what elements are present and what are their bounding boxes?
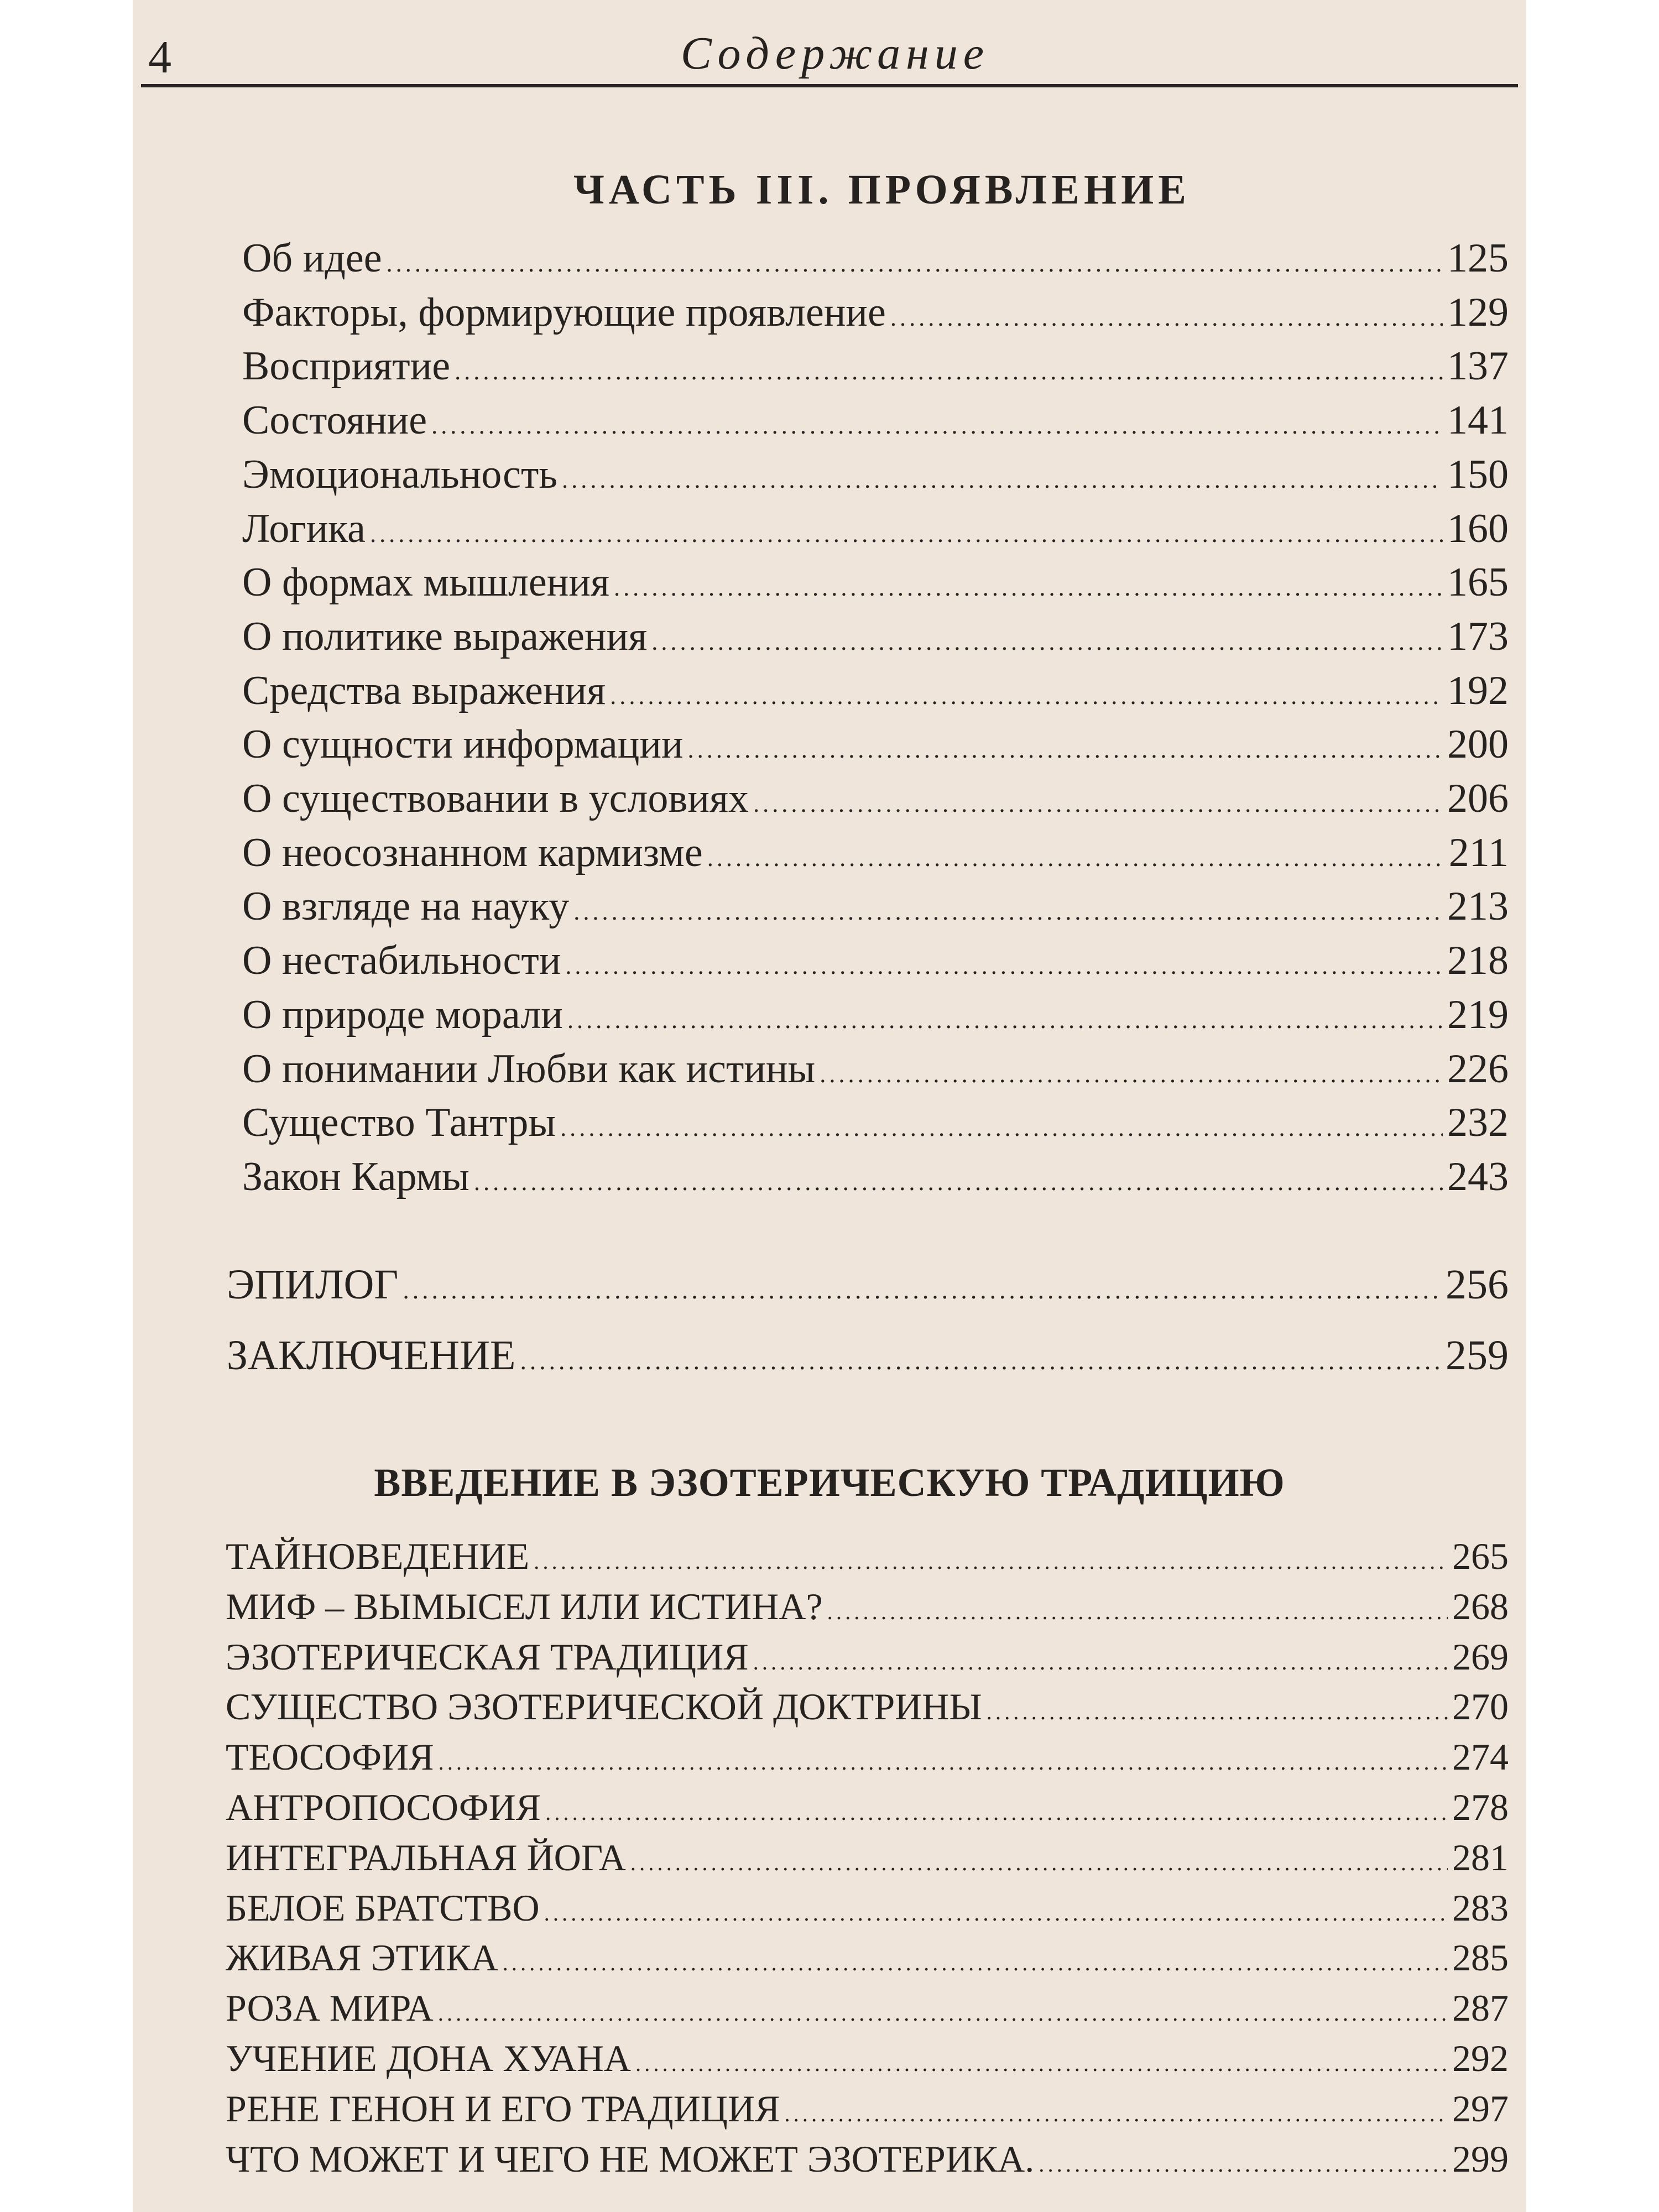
toc-entry-page: 211 <box>1448 830 1509 875</box>
toc-entry-title: БЕЛОЕ БРАТСТВО <box>226 1886 540 1929</box>
toc-entry <box>226 2087 1509 2136</box>
page-number: 4 <box>148 32 171 83</box>
dot-leader <box>890 303 1443 332</box>
dot-leader <box>370 519 1443 548</box>
dot-leader <box>610 681 1443 710</box>
toc-entry-page: 274 <box>1452 1736 1509 1778</box>
dot-leader <box>438 2000 1448 2026</box>
toc-entry-title: РЕНЕ ГЕНОН И ЕГО ТРАДИЦИЯ <box>226 2087 780 2130</box>
toc-entry-title: Факторы, формирующие проявление <box>242 289 886 335</box>
dot-leader <box>614 573 1443 602</box>
toc-entry-page: 299 <box>1452 2137 1509 2180</box>
toc-entry <box>226 1535 1509 1583</box>
toc-entry-page: 226 <box>1447 1046 1509 1092</box>
toc-entry-page: 268 <box>1452 1585 1509 1627</box>
toc-entry-title: О сущности информации <box>242 722 684 768</box>
toc-entry <box>242 937 1509 990</box>
toc-entry <box>226 1786 1509 1834</box>
dot-leader <box>565 951 1443 980</box>
dot-leader <box>753 789 1443 818</box>
toc-entry-title: Закон Кармы <box>242 1154 469 1199</box>
toc-entry-page: 243 <box>1447 1154 1509 1199</box>
dot-leader <box>387 249 1443 278</box>
dot-leader <box>630 1850 1448 1876</box>
toc-entry <box>226 1685 1509 1734</box>
toc-entry-page: 129 <box>1447 289 1509 335</box>
dot-leader <box>688 735 1443 764</box>
toc-entry <box>226 1886 1509 1935</box>
toc-entry-page: 256 <box>1446 1261 1509 1308</box>
toc-entry-page: 287 <box>1452 1987 1509 2030</box>
dot-leader <box>707 843 1444 872</box>
dot-leader <box>455 357 1443 385</box>
toc-entry <box>242 775 1509 828</box>
toc-entry-page: 125 <box>1447 236 1509 281</box>
dot-leader <box>827 1599 1448 1625</box>
toc-entry-page: 269 <box>1452 1635 1509 1678</box>
dot-leader <box>820 1060 1443 1088</box>
toc-entry <box>226 1735 1509 1784</box>
toc-entry-page: 265 <box>1452 1535 1509 1577</box>
toc-entry-title: Логика <box>242 505 366 551</box>
toc-entry-title: О природе морали <box>242 992 563 1037</box>
toc-entry-page: 297 <box>1452 2087 1509 2130</box>
dot-leader <box>753 1649 1448 1675</box>
toc-entry <box>242 1099 1509 1152</box>
toc-entry <box>242 667 1509 720</box>
toc-entry <box>226 1836 1509 1885</box>
toc-entry-title: О политике выражения <box>242 613 648 659</box>
toc-entry <box>242 235 1509 288</box>
toc-entry-title: ЭЗОТЕРИЧЕСКАЯ ТРАДИЦИЯ <box>226 1635 749 1678</box>
dot-leader <box>544 1900 1448 1926</box>
toc-entry <box>227 1261 1509 1316</box>
toc-entry <box>242 1154 1509 1206</box>
toc-entry-title: Существо Тантры <box>242 1100 556 1146</box>
dot-leader <box>784 2101 1448 2127</box>
dot-leader <box>560 1113 1443 1142</box>
toc-entry <box>242 1046 1509 1098</box>
toc-entry-title: О неосознанном кармизме <box>242 830 703 875</box>
toc-entry-title: О формах мышления <box>242 560 609 606</box>
toc-entry-page: 192 <box>1447 667 1509 713</box>
toc-entry <box>226 2037 1509 2085</box>
dot-leader <box>1039 2151 1448 2177</box>
toc-entry <box>242 992 1509 1044</box>
part3-heading: ЧАСТЬ III. ПРОЯВЛЕНИЕ <box>573 166 1191 213</box>
dot-leader <box>545 1799 1448 1825</box>
toc-entry-page: 173 <box>1447 613 1509 659</box>
dot-leader <box>503 1950 1448 1976</box>
toc-entry-page: 219 <box>1447 992 1509 1037</box>
toc-entry-page: 259 <box>1446 1332 1509 1379</box>
toc-entry-page: 270 <box>1452 1686 1509 1728</box>
toc-entry-page: 278 <box>1452 1786 1509 1828</box>
toc-entry-title: Восприятие <box>242 343 451 389</box>
toc-entry-title: ЧТО МОЖЕТ И ЧЕГО НЕ МОЖЕТ ЭЗОТЕРИКА. <box>226 2137 1035 2180</box>
dot-leader <box>474 1167 1443 1196</box>
toc-entry <box>242 721 1509 774</box>
intro-heading: ВВЕДЕНИЕ В ЭЗОТЕРИЧЕСКУЮ ТРАДИЦИЮ <box>374 1460 1285 1505</box>
dot-leader <box>567 1005 1443 1034</box>
dot-leader <box>573 897 1443 926</box>
toc-entry-page: 218 <box>1447 938 1509 984</box>
toc-entry-page: 283 <box>1452 1886 1509 1929</box>
dot-leader <box>439 1749 1448 1775</box>
toc-entry-title: ЗАКЛЮЧЕНИЕ <box>227 1332 516 1379</box>
toc-entry <box>226 2137 1509 2186</box>
toc-entry <box>226 1986 1509 2035</box>
toc-entry-title: ТАЙНОВЕДЕНИЕ <box>226 1535 530 1577</box>
dot-leader <box>635 2051 1448 2077</box>
toc-entry-page: 285 <box>1452 1937 1509 1979</box>
toc-entry <box>226 1585 1509 1634</box>
toc-entry <box>226 1936 1509 1985</box>
toc-entry <box>242 883 1509 936</box>
toc-entry-title: Об идее <box>242 236 382 281</box>
toc-entry <box>227 1332 1509 1387</box>
toc-entry <box>242 505 1509 558</box>
dot-leader <box>987 1699 1448 1725</box>
toc-entry-page: 200 <box>1447 722 1509 768</box>
toc-entry-title: Состояние <box>242 398 427 444</box>
toc-entry-title: МИФ – ВЫМЫСЕЛ ИЛИ ИСТИНА? <box>226 1585 823 1627</box>
toc-entry <box>242 289 1509 342</box>
toc-entry-page: 292 <box>1452 2037 1509 2079</box>
toc-entry-title: ИНТЕГРАЛЬНАЯ ЙОГА <box>226 1836 626 1879</box>
toc-entry-page: 232 <box>1447 1100 1509 1146</box>
toc-entry-title: О понимании Любви как истины <box>242 1046 816 1092</box>
toc-entry-title: ТЕОСОФИЯ <box>226 1736 434 1778</box>
toc-entry-page: 160 <box>1447 505 1509 551</box>
toc-entry <box>242 559 1509 612</box>
toc-entry-title: Средства выражения <box>242 667 606 713</box>
toc-entry-title: РОЗА МИРА <box>226 1987 434 2030</box>
toc-entry-title: ЖИВАЯ ЭТИКА <box>226 1937 498 1979</box>
toc-entry <box>242 451 1509 504</box>
toc-entry-page: 141 <box>1447 398 1509 444</box>
toc-entry <box>242 343 1509 395</box>
dot-leader <box>520 1346 1441 1375</box>
toc-entry-page: 213 <box>1447 884 1509 930</box>
toc-entry-title: АНТРОПОСОФИЯ <box>226 1786 541 1828</box>
dot-leader <box>403 1275 1441 1305</box>
toc-entry-title: О взгляде на науку <box>242 884 570 930</box>
toc-entry-page: 165 <box>1447 560 1509 606</box>
dot-leader <box>651 627 1443 656</box>
dot-leader <box>431 411 1443 440</box>
toc-entry <box>226 1635 1509 1684</box>
toc-entry-title: УЧЕНИЕ ДОНА ХУАНА <box>226 2037 631 2079</box>
dot-leader <box>534 1548 1448 1574</box>
header-rule <box>141 84 1518 87</box>
toc-entry <box>242 397 1509 450</box>
running-title: Содержание <box>680 28 990 79</box>
toc-entry-title: Эмоциональность <box>242 451 558 497</box>
toc-entry-title: СУЩЕСТВО ЭЗОТЕРИЧЕСКОЙ ДОКТРИНЫ <box>226 1686 982 1728</box>
toc-entry-page: 206 <box>1447 776 1509 821</box>
dot-leader <box>562 465 1443 494</box>
toc-entry-title: О существовании в условиях <box>242 776 749 821</box>
toc-entry-page: 150 <box>1447 451 1509 497</box>
toc-entry-title: ЭПИЛОГ <box>227 1261 399 1308</box>
toc-entry <box>242 613 1509 666</box>
toc-entry-page: 281 <box>1452 1836 1509 1879</box>
toc-entry <box>242 830 1509 882</box>
toc-entry-page: 137 <box>1447 343 1509 389</box>
toc-entry-title: О нестабильности <box>242 938 561 984</box>
